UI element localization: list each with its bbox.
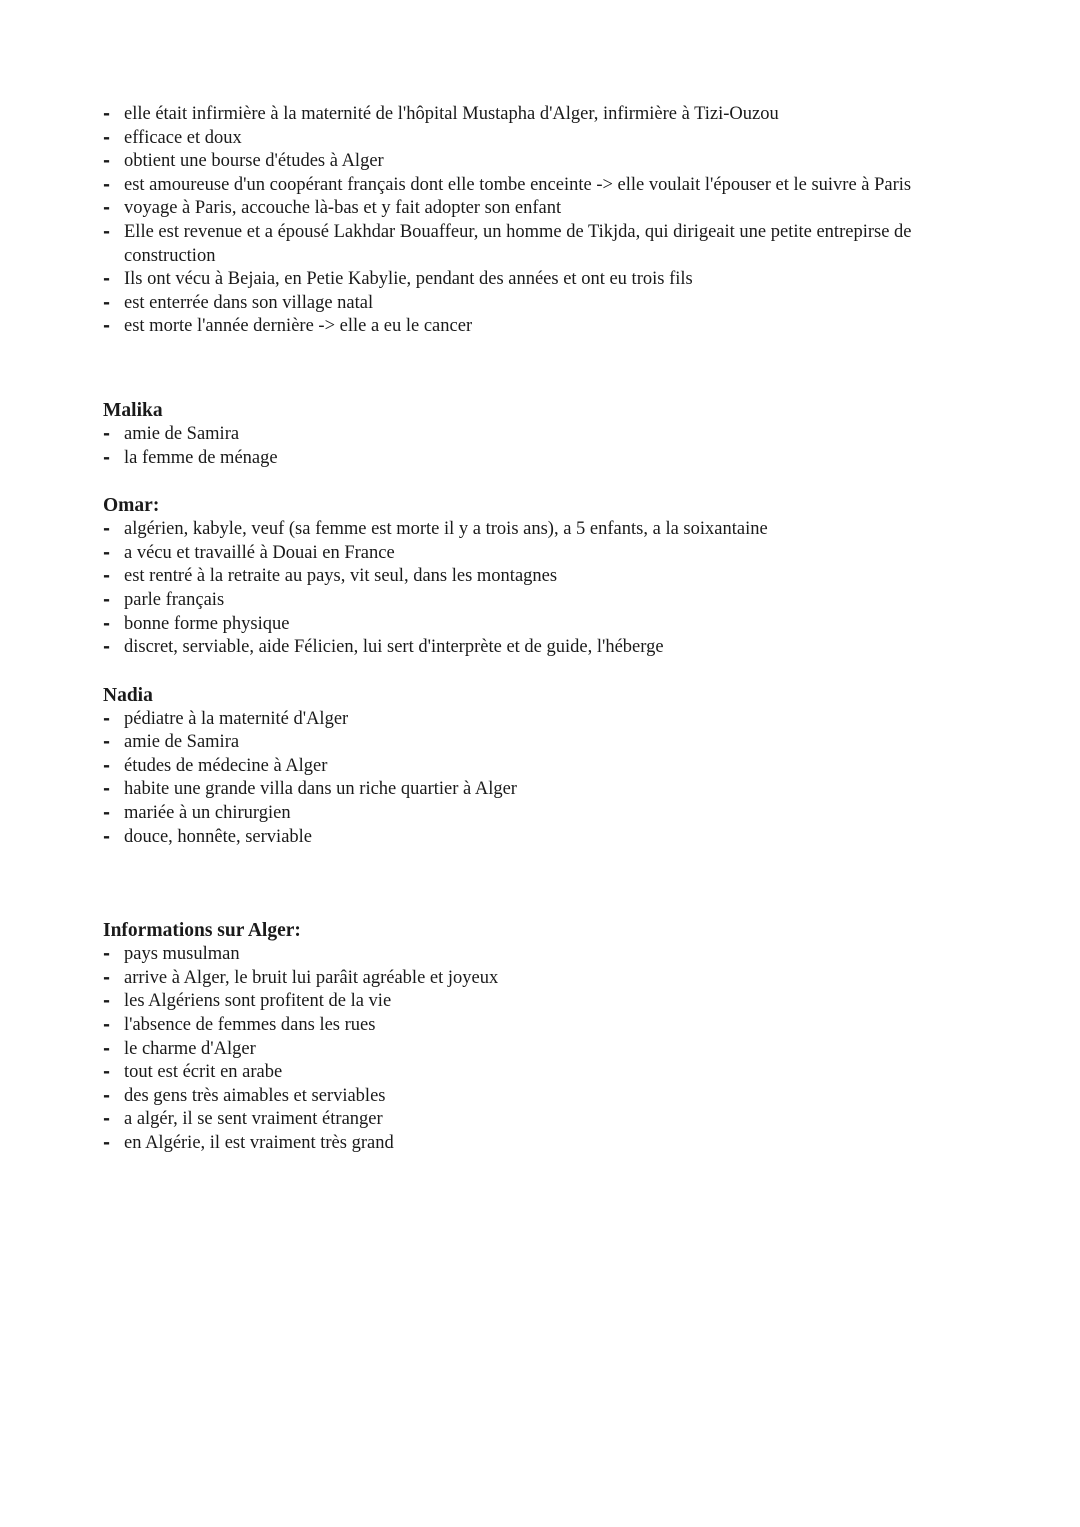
section-title-omar: Omar: xyxy=(103,495,160,517)
list-item: - amie de Samira xyxy=(103,731,1003,755)
list-item: - le charme d'Alger xyxy=(103,1038,1003,1062)
section-title-alger: Informations sur Alger: xyxy=(103,920,301,942)
list-item: - efficace et doux xyxy=(103,127,1003,151)
list-item: - est enterrée dans son village natal xyxy=(103,292,1003,316)
list-item: - a vécu et travaillé à Douai en France xyxy=(103,542,1003,566)
list-item: - amie de Samira xyxy=(103,423,1003,447)
list-item: - habite une grande villa dans un riche quartier à Alger xyxy=(103,778,1003,802)
list-item: - a algér, il se sent vraiment étranger xyxy=(103,1108,1003,1132)
list-item: - tout est écrit en arabe xyxy=(103,1061,1003,1085)
list-item: - algérien, kabyle, veuf (sa femme est morte il y a trois ans), a 5 enfants, a la soixantaine xyxy=(103,518,1003,542)
list-item: - arrive à Alger, le bruit lui parâit agréable et joyeux xyxy=(103,967,1003,991)
intro-list xyxy=(103,103,1003,339)
list-item: - études de médecine à Alger xyxy=(103,755,1003,779)
document-page xyxy=(103,103,1003,1156)
malika-list xyxy=(103,423,1003,470)
omar-list xyxy=(103,518,1003,660)
list-item: - douce, honnête, serviable xyxy=(103,826,1003,850)
list-item: - est amoureuse d'un coopérant français dont elle tombe enceinte -> elle voulait l'épouser et le suivre à Paris xyxy=(103,174,1003,198)
list-item: - bonne forme physique xyxy=(103,613,1003,637)
list-item: - est rentré à la retraite au pays, vit seul, dans les montagnes xyxy=(103,565,1003,589)
list-item: - Ils ont vécu à Bejaia, en Petie Kabylie, pendant des années et ont eu trois fils xyxy=(103,268,1003,292)
list-item: - les Algériens sont profitent de la vie xyxy=(103,990,1003,1014)
nadia-list xyxy=(103,708,1003,850)
list-item: - parle français xyxy=(103,589,1003,613)
section-title-malika: Malika xyxy=(103,399,163,421)
section-title-nadia: Nadia xyxy=(103,684,153,706)
list-item: - est morte l'année dernière -> elle a eu le cancer xyxy=(103,315,1003,339)
list-item: - elle était infirmière à la maternité de l'hôpital Mustapha d'Alger, infirmière à Tizi-Ouzou xyxy=(103,103,1003,127)
list-item: - mariée à un chirurgien xyxy=(103,802,1003,826)
alger-list xyxy=(103,943,1003,1155)
list-item: - pédiatre à la maternité d'Alger xyxy=(103,708,1003,732)
list-item: - pays musulman xyxy=(103,943,1003,967)
list-item: - discret, serviable, aide Félicien, lui sert d'interprète et de guide, l'héberge xyxy=(103,636,1003,660)
list-item: - en Algérie, il est vraiment très grand xyxy=(103,1132,1003,1156)
list-item: - l'absence de femmes dans les rues xyxy=(103,1014,1003,1038)
list-item: - voyage à Paris, accouche là-bas et y fait adopter son enfant xyxy=(103,197,1003,221)
list-item: - des gens très aimables et serviables xyxy=(103,1085,1003,1109)
list-item: - obtient une bourse d'études à Alger xyxy=(103,150,1003,174)
list-item: - la femme de ménage xyxy=(103,447,1003,471)
list-item: - Elle est revenue et a épousé Lakhdar Bouaffeur, un homme de Tikjda, qui dirigeait une petite entrepirse de construction xyxy=(103,221,1003,268)
